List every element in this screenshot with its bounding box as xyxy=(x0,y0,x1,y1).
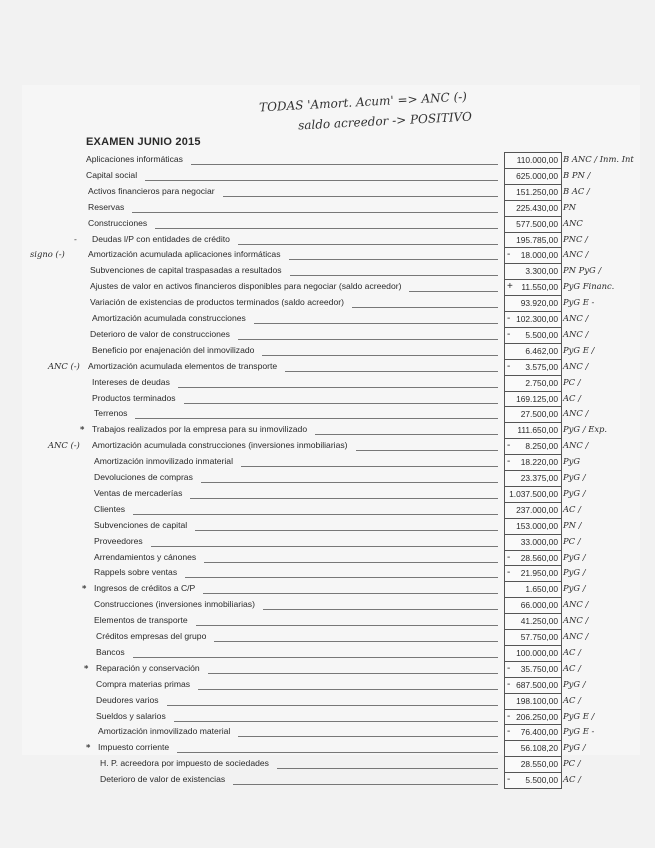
classification-note: PC / xyxy=(563,758,581,769)
account-label: Sueldos y salarios xyxy=(96,710,166,721)
account-row xyxy=(0,343,655,359)
amount-cell xyxy=(504,597,562,614)
amount-value: 18.000,00 xyxy=(520,250,558,261)
account-row xyxy=(0,200,655,216)
classification-note: ANC / xyxy=(563,328,589,339)
star-mark: * xyxy=(86,742,91,753)
account-label: Variación de existencias de productos terminados (saldo acreedor) xyxy=(90,297,344,308)
account-row xyxy=(0,629,655,645)
account-label: Créditos empresas del grupo xyxy=(96,631,207,641)
amount-value: 625.000,00 xyxy=(516,170,558,181)
leader-line xyxy=(223,196,498,197)
handwritten-note-top: TODAS 'Amort. Acum' => ANC (-) xyxy=(258,89,468,115)
account-row xyxy=(0,454,655,470)
amount-cell xyxy=(504,295,562,312)
leader-line xyxy=(167,705,498,706)
account-label: Reparación y conservación xyxy=(96,662,200,673)
account-label: Ingresos de créditos a C/P xyxy=(94,583,196,594)
star-mark: * xyxy=(80,424,85,435)
sign-mark: - xyxy=(507,456,511,468)
account-row xyxy=(0,597,655,613)
classification-note: PyG / Exp. xyxy=(563,424,608,435)
star-mark: * xyxy=(82,583,87,594)
amount-value: 18.220,00 xyxy=(520,457,558,468)
handwritten-note-second: saldo acreedor -> POSITIVO xyxy=(297,109,473,133)
account-row xyxy=(0,502,655,518)
account-row xyxy=(0,406,655,422)
account-label: Productos terminados xyxy=(92,392,176,403)
account-row xyxy=(0,391,655,407)
classification-note: B AC / xyxy=(563,185,590,196)
amount-value: 3.300,00 xyxy=(525,266,558,277)
leader-line xyxy=(133,514,498,515)
classification-note: ANC / xyxy=(563,408,589,419)
classification-note: ANC xyxy=(563,217,583,228)
account-label: Rappels sobre ventas xyxy=(94,567,178,578)
amount-cell xyxy=(504,740,562,757)
amount-value: 225.430,00 xyxy=(516,202,558,213)
amount-cell xyxy=(504,247,562,264)
classification-note: B ANC / Inm. Int xyxy=(563,154,634,164)
amount-cell xyxy=(504,391,562,408)
classification-note: ANC / xyxy=(563,360,589,371)
amount-value: 28.560,00 xyxy=(520,552,558,563)
account-label: Clientes xyxy=(94,503,126,514)
amount-cell xyxy=(504,359,562,376)
amount-cell xyxy=(504,263,562,280)
account-label: Trabajos realizados por la empresa para su inmovilizado xyxy=(92,424,308,435)
leader-line xyxy=(190,498,498,499)
leader-line xyxy=(198,689,498,690)
sign-mark: - xyxy=(507,710,511,722)
amount-cell xyxy=(504,184,562,201)
amount-value: 56.108,20 xyxy=(520,743,558,754)
account-label: Amortización acumulada aplicaciones informáticas xyxy=(88,249,281,260)
leader-line xyxy=(133,657,498,658)
sign-mark: - xyxy=(507,774,511,786)
amount-value: 6.462,00 xyxy=(525,345,558,356)
amount-value: 28.550,00 xyxy=(520,759,558,770)
classification-note: AC / xyxy=(563,774,581,785)
account-row xyxy=(0,693,655,709)
classification-note: PyG / xyxy=(563,472,586,482)
amount-value: 1.650,00 xyxy=(525,584,558,595)
amount-cell xyxy=(504,613,562,630)
amount-value: 1.037.500,00 xyxy=(509,488,558,499)
account-label: Amortización acumulada construcciones (inversiones inmobiliarias) xyxy=(92,440,348,451)
amount-cell xyxy=(504,438,562,455)
leader-line xyxy=(151,546,498,547)
account-label: Amortización inmovilizado material xyxy=(98,726,231,737)
classification-note: PC / xyxy=(563,376,581,387)
account-label: Amortización acumulada elementos de transporte xyxy=(88,360,278,371)
account-label: Activos financieros para negociar xyxy=(88,185,215,196)
account-label: Impuesto corriente xyxy=(98,742,170,753)
leader-line xyxy=(238,339,498,340)
account-label: Reservas xyxy=(88,201,125,212)
amount-value: 11.550,00 xyxy=(521,282,558,293)
leader-line xyxy=(263,609,498,610)
amount-value: 237.000,00 xyxy=(516,504,558,515)
exam-title: EXAMEN JUNIO 2015 xyxy=(86,136,201,148)
classification-note: PN xyxy=(563,201,576,212)
amount-cell xyxy=(504,502,562,519)
account-row xyxy=(0,295,655,311)
leader-line xyxy=(233,784,498,785)
leader-line xyxy=(177,752,498,753)
account-row xyxy=(0,534,655,550)
amount-value: 687.500,00 xyxy=(516,679,558,690)
margin-mark: signo (-) xyxy=(30,249,65,260)
account-row xyxy=(0,724,655,740)
account-label: Aplicaciones informáticas xyxy=(86,154,183,164)
amount-cell xyxy=(504,629,562,646)
account-label: Deterioro de valor de construcciones xyxy=(90,328,230,339)
leader-line xyxy=(195,530,498,531)
sign-mark: - xyxy=(507,567,511,579)
amount-cell xyxy=(504,375,562,392)
account-label: Capital social xyxy=(86,169,138,180)
leader-line xyxy=(254,323,498,324)
amount-cell xyxy=(504,200,562,217)
account-row xyxy=(0,613,655,629)
account-row xyxy=(0,518,655,534)
amount-value: 5.500,00 xyxy=(525,329,558,340)
star-mark: * xyxy=(84,662,89,673)
leader-line xyxy=(145,180,498,181)
amount-value: 33.000,00 xyxy=(520,536,558,547)
amount-value: 110.000,00 xyxy=(516,155,558,165)
amount-value: 5.500,00 xyxy=(525,775,558,786)
classification-note: ANC / xyxy=(563,313,589,323)
amount-cell xyxy=(504,550,562,567)
amount-cell xyxy=(504,518,562,535)
classification-note: ANC / xyxy=(563,440,589,451)
account-row xyxy=(0,216,655,232)
classification-note: ANC / xyxy=(563,615,589,626)
amount-value: 66.000,00 xyxy=(520,600,558,611)
amount-value: 41.250,00 xyxy=(520,616,558,627)
amount-cell xyxy=(504,232,562,249)
amount-cell xyxy=(504,216,562,233)
classification-note: PyG / xyxy=(563,567,586,578)
account-label: Devoluciones de compras xyxy=(94,472,193,482)
amount-value: 8.250,00 xyxy=(525,441,558,452)
amount-value: 3.575,00 xyxy=(525,361,558,372)
amount-value: 57.750,00 xyxy=(520,632,558,642)
amount-value: 198.100,00 xyxy=(516,695,558,706)
account-label: Subvenciones de capital traspasadas a resultados xyxy=(90,265,282,276)
account-row xyxy=(0,756,655,772)
amount-value: 100.000,00 xyxy=(516,647,558,658)
amount-value: 195.785,00 xyxy=(516,234,558,245)
amount-cell xyxy=(504,152,562,169)
leader-line xyxy=(184,403,498,404)
classification-note: AC / xyxy=(563,662,581,673)
amount-cell xyxy=(504,693,562,710)
account-label: H. P. acreedora por impuesto de sociedades xyxy=(100,758,269,769)
account-row xyxy=(0,661,655,677)
amount-value: 21.950,00 xyxy=(520,568,558,579)
amount-cell xyxy=(504,756,562,773)
amount-cell xyxy=(504,311,562,328)
amount-value: 111.650,00 xyxy=(517,425,558,436)
leader-line xyxy=(178,387,498,388)
account-label: Arrendamientos y cánones xyxy=(94,551,197,562)
account-row xyxy=(0,565,655,581)
leader-line xyxy=(203,593,498,594)
leader-line xyxy=(238,244,498,245)
classification-note: PNC / xyxy=(563,233,588,244)
sign-mark: - xyxy=(507,551,511,563)
classification-note: PyG E / xyxy=(563,710,595,721)
sign-mark: + xyxy=(507,281,513,293)
account-label: Construcciones xyxy=(88,217,148,228)
account-row xyxy=(0,327,655,343)
account-label: Ajustes de valor en activos financieros disponibles para negociar (saldo acreedor) xyxy=(90,281,402,292)
account-label: Bancos xyxy=(96,646,125,657)
account-row xyxy=(0,709,655,725)
amount-cell xyxy=(504,343,562,360)
account-row xyxy=(0,550,655,566)
leader-line xyxy=(201,482,498,483)
amount-value: 93.920,00 xyxy=(520,298,558,309)
leader-line xyxy=(409,291,498,292)
classification-note: PyG Financ. xyxy=(563,281,615,292)
account-row xyxy=(0,247,655,263)
leader-line xyxy=(238,736,498,737)
account-row xyxy=(0,581,655,597)
classification-note: PyG / xyxy=(563,551,586,562)
classification-note: PyG E - xyxy=(563,726,595,737)
classification-note: PyG E / xyxy=(563,344,595,355)
account-row xyxy=(0,470,655,486)
leader-line xyxy=(155,228,498,229)
sign-mark: - xyxy=(507,249,511,261)
account-row xyxy=(0,184,655,200)
sign-mark: - xyxy=(507,678,511,690)
classification-note: ANC / xyxy=(563,631,589,641)
amount-cell xyxy=(504,661,562,678)
account-label: Proveedores xyxy=(94,535,143,546)
leader-line xyxy=(356,450,498,451)
account-label: Amortización inmovilizado inmaterial xyxy=(94,456,233,467)
account-label: Deudas l/P con entidades de crédito xyxy=(92,233,230,244)
leader-line xyxy=(135,418,498,419)
account-label: Compra materias primas xyxy=(96,678,191,689)
account-row xyxy=(0,438,655,454)
classification-note: PyG / xyxy=(563,742,586,753)
amount-value: 76.400,00 xyxy=(520,727,558,738)
amount-value: 2.750,00 xyxy=(525,377,558,388)
account-row xyxy=(0,486,655,502)
account-label: Amortización acumulada construcciones xyxy=(92,313,246,323)
account-label: Deudores varios xyxy=(96,694,159,705)
account-row xyxy=(0,263,655,279)
leader-line xyxy=(277,768,498,769)
sign-mark: - xyxy=(507,360,511,372)
classification-note: PN / xyxy=(563,519,582,530)
leader-line xyxy=(352,307,498,308)
classification-note: PyG / xyxy=(563,583,586,594)
leader-line xyxy=(191,164,498,165)
sign-mark: - xyxy=(507,328,511,340)
amount-cell xyxy=(504,645,562,662)
account-label: Deterioro de valor de existencias xyxy=(100,774,226,785)
classification-note: AC / xyxy=(563,646,581,657)
leader-line xyxy=(204,562,498,563)
sign-mark: - xyxy=(507,662,511,674)
classification-note: PN PyG / xyxy=(563,265,602,276)
classification-note: PyG xyxy=(563,456,581,467)
amount-value: 153.000,00 xyxy=(516,520,558,531)
amount-cell xyxy=(504,709,562,726)
classification-note: PyG / xyxy=(563,678,586,689)
classification-note: PyG E - xyxy=(563,297,595,308)
leader-line xyxy=(289,259,499,260)
leader-line xyxy=(315,434,498,435)
leader-line xyxy=(285,371,498,372)
leader-line xyxy=(132,212,498,213)
amount-value: 27.500,00 xyxy=(520,409,558,420)
amount-value: 577.500,00 xyxy=(516,218,558,229)
margin-mark: - xyxy=(74,233,77,244)
account-row xyxy=(0,232,655,248)
account-row xyxy=(0,279,655,295)
account-label: Ventas de mercaderías xyxy=(94,487,183,498)
account-row xyxy=(0,772,655,788)
amount-cell xyxy=(504,279,562,296)
amount-value: 169.125,00 xyxy=(516,393,558,404)
classification-note: B PN / xyxy=(563,169,591,180)
amount-cell xyxy=(504,486,562,503)
account-label: Beneficio por enajenación del inmovilizado xyxy=(92,344,255,355)
classification-note: AC / xyxy=(563,392,581,403)
amount-cell xyxy=(504,454,562,471)
leader-line xyxy=(290,275,498,276)
sign-mark: - xyxy=(507,726,511,738)
leader-line xyxy=(208,673,498,674)
account-row xyxy=(0,359,655,375)
leader-line xyxy=(214,641,498,642)
sign-mark: - xyxy=(507,313,511,324)
amount-cell xyxy=(504,406,562,423)
account-label: Terrenos xyxy=(94,408,128,419)
leader-line xyxy=(174,721,498,722)
amount-value: 206.250,00 xyxy=(516,711,558,722)
amount-value: 23.375,00 xyxy=(520,473,558,483)
amount-cell xyxy=(504,724,562,741)
classification-note: PC / xyxy=(563,535,581,546)
account-row xyxy=(0,645,655,661)
account-row xyxy=(0,677,655,693)
leader-line xyxy=(196,625,498,626)
account-label: Elementos de transporte xyxy=(94,615,188,626)
amount-cell xyxy=(504,422,562,439)
amount-cell xyxy=(504,772,562,789)
amount-cell xyxy=(504,677,562,694)
leader-line xyxy=(262,355,498,356)
amount-cell xyxy=(504,470,562,487)
amount-cell xyxy=(504,565,562,582)
classification-note: ANC / xyxy=(563,599,589,610)
leader-line xyxy=(185,577,498,578)
account-label: Intereses de deudas xyxy=(92,376,170,387)
margin-mark: ANC (-) xyxy=(48,360,80,371)
amount-cell xyxy=(504,168,562,185)
sign-mark: - xyxy=(507,440,511,452)
amount-cell xyxy=(504,581,562,598)
classification-note: ANC / xyxy=(563,249,589,260)
margin-mark: ANC (-) xyxy=(48,440,80,451)
amount-cell xyxy=(504,534,562,551)
amount-value: 102.300,00 xyxy=(516,314,558,324)
classification-note: AC / xyxy=(563,694,581,705)
account-row xyxy=(0,375,655,391)
account-row xyxy=(0,168,655,184)
account-row xyxy=(0,740,655,756)
amount-cell xyxy=(504,327,562,344)
amount-value: 35.750,00 xyxy=(520,663,558,674)
account-row xyxy=(0,422,655,438)
classification-note: PyG / xyxy=(563,487,586,498)
amount-value: 151.250,00 xyxy=(516,186,558,197)
account-row xyxy=(0,311,655,327)
leader-line xyxy=(241,466,498,467)
classification-note: AC / xyxy=(563,503,581,514)
account-row xyxy=(0,152,655,168)
account-label: Construcciones (inversiones inmobiliarias) xyxy=(94,599,255,610)
account-label: Subvenciones de capital xyxy=(94,519,188,530)
